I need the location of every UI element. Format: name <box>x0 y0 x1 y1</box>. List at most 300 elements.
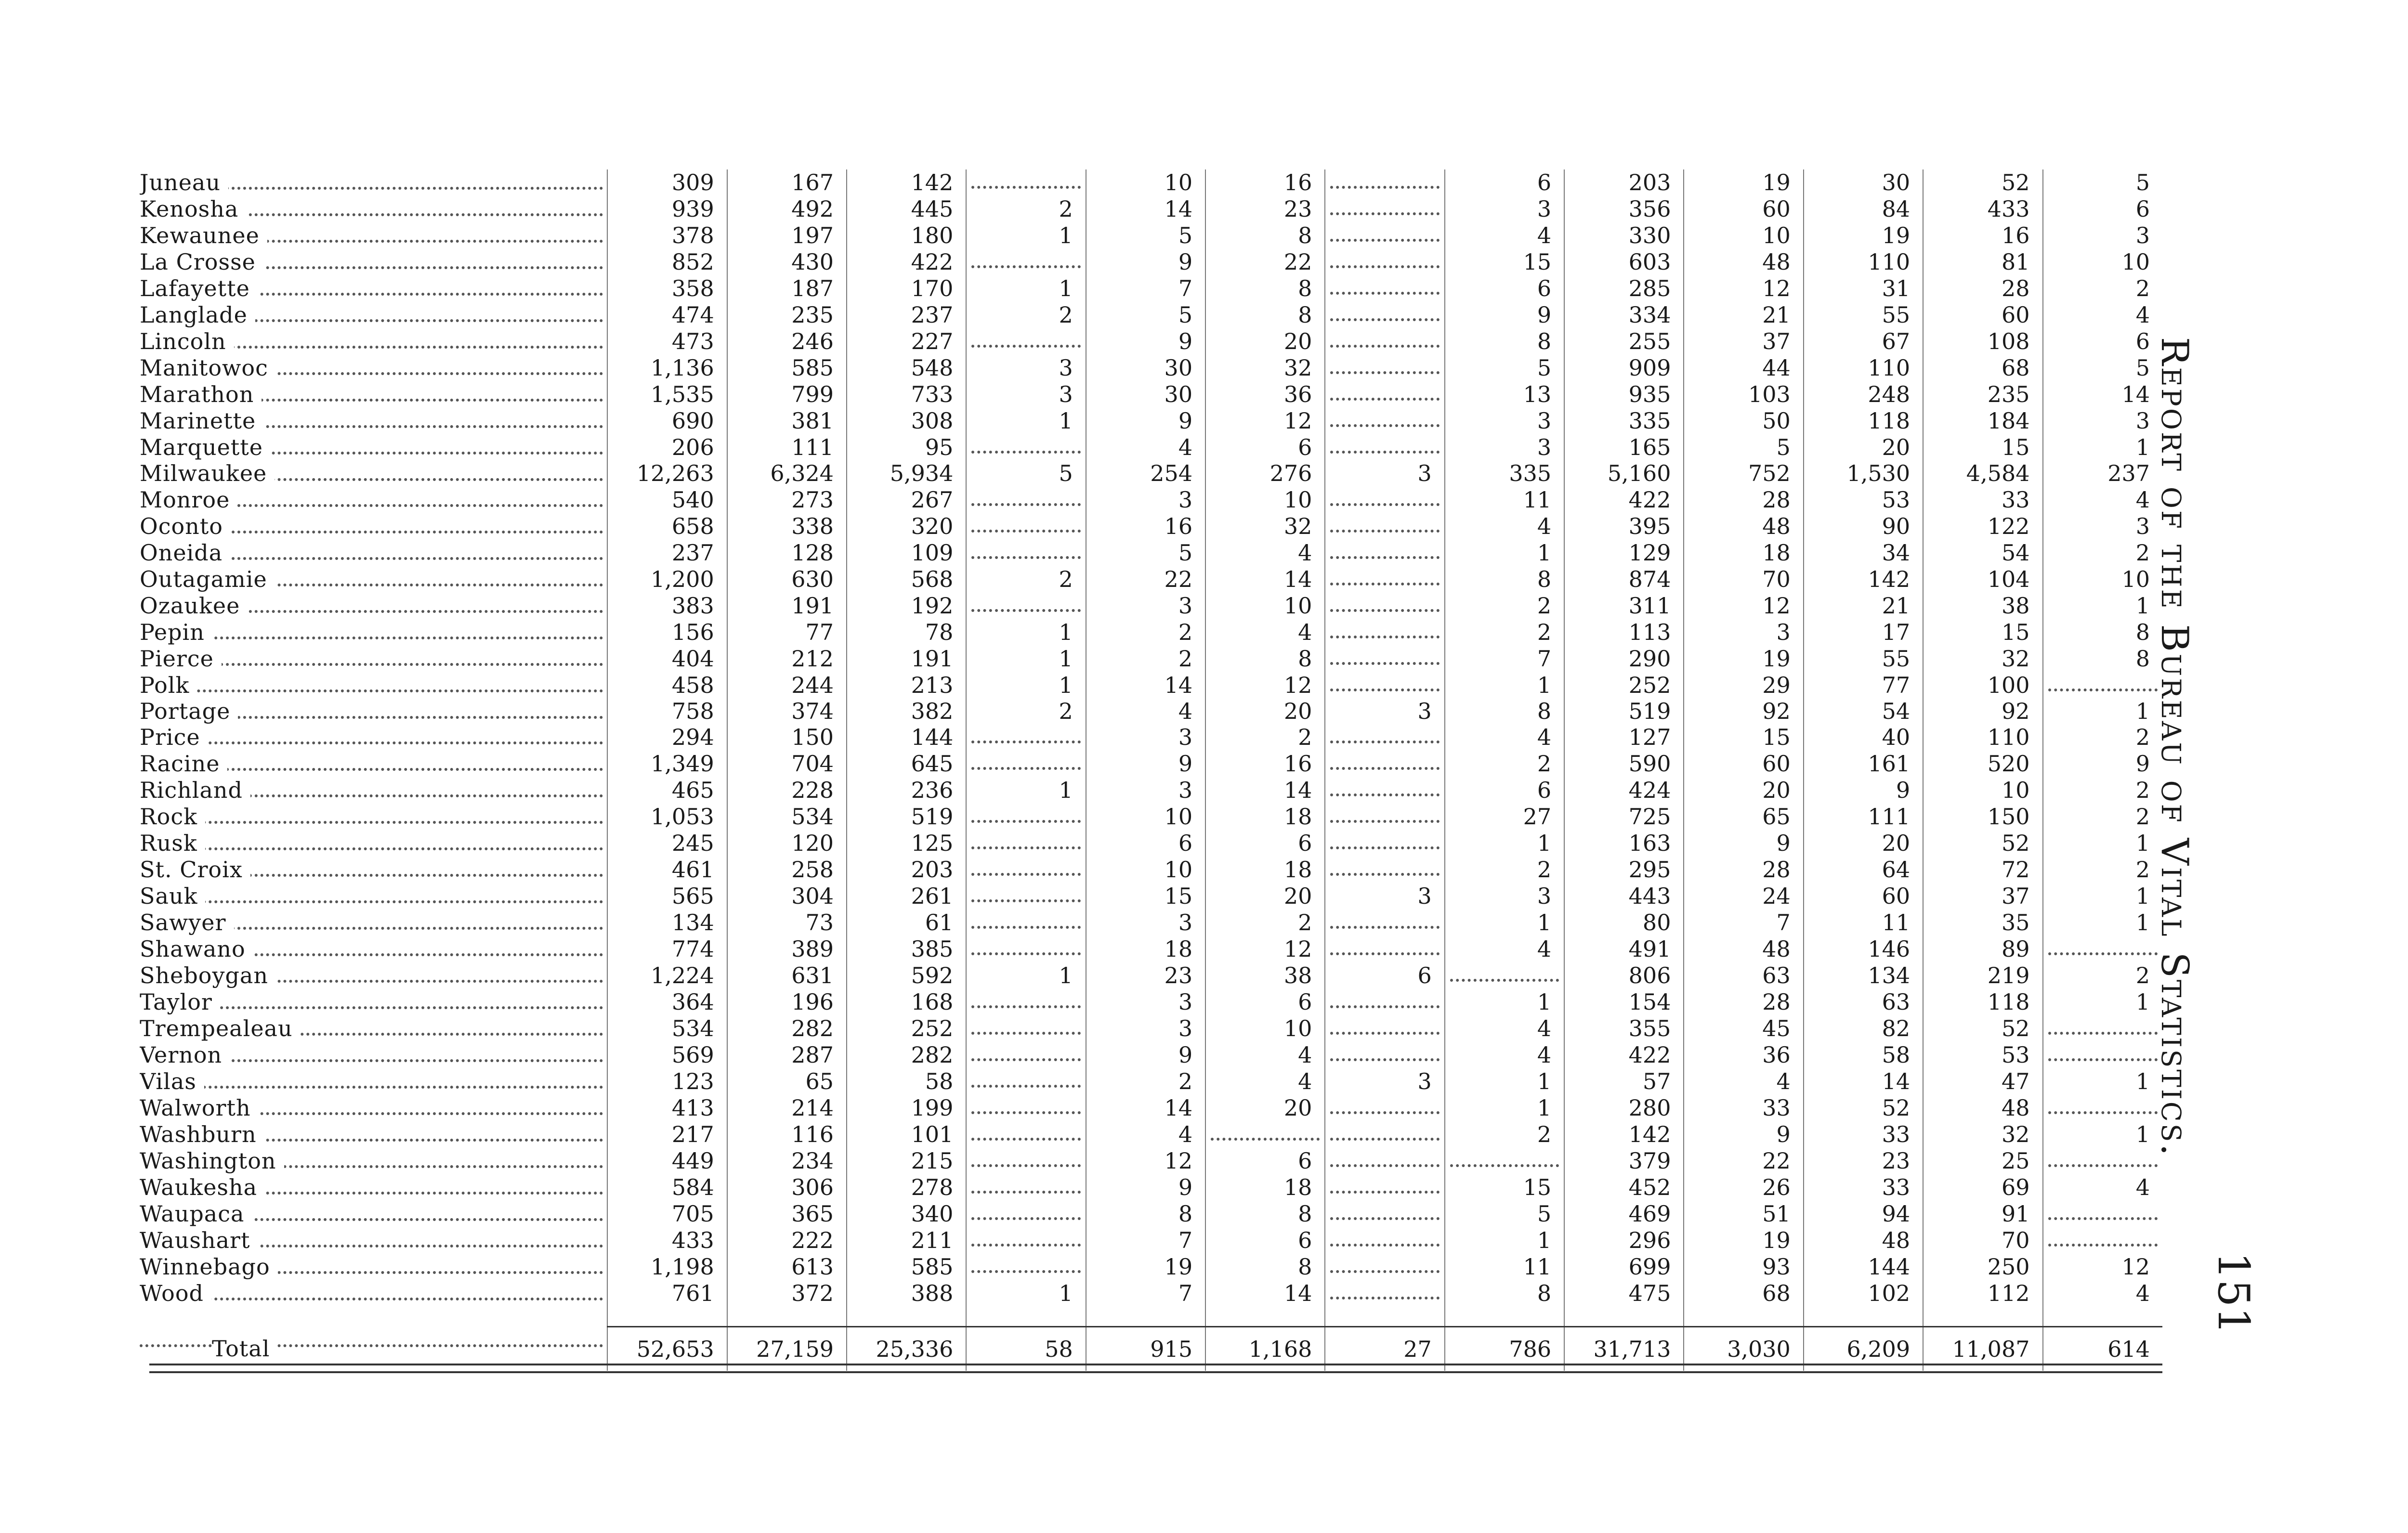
value-cell: 306 <box>727 1174 847 1201</box>
value-cell: 5 <box>1086 222 1205 249</box>
empty-dotted-cell <box>966 936 1086 962</box>
value-cell: 10 <box>1923 777 2042 804</box>
leader-dots <box>1330 593 1439 612</box>
value-cell: 255 <box>1564 328 1684 355</box>
value-cell: 2 <box>1445 619 1564 646</box>
value-cell: 282 <box>847 1042 966 1068</box>
county-name-cell <box>140 1174 607 1201</box>
value-cell: 14 <box>1804 1068 1923 1095</box>
value-cell: 19 <box>1804 222 1923 249</box>
value-cell: 246 <box>727 328 847 355</box>
value-cell: 1 <box>966 672 1086 699</box>
value-cell: 6,209 <box>1804 1327 1923 1371</box>
table-row <box>140 461 2162 487</box>
value-cell: 603 <box>1564 249 1684 275</box>
leader-dots <box>1330 328 1439 348</box>
value-cell: 250 <box>1923 1254 2042 1280</box>
value-cell: 1 <box>966 275 1086 302</box>
value-cell: 1 <box>966 1280 1086 1307</box>
leader-dots <box>1330 936 1439 955</box>
county-name: Sawyer <box>140 909 234 935</box>
value-cell: 2 <box>1086 646 1205 672</box>
leader-dots <box>1330 724 1439 743</box>
value-cell: 12 <box>1086 1148 1205 1174</box>
county-name: Milwaukee <box>140 461 275 486</box>
leader-dots <box>1330 1015 1439 1035</box>
value-cell: 4,584 <box>1923 461 2042 487</box>
value-cell: 304 <box>727 883 847 909</box>
value-cell: 15 <box>1923 619 2042 646</box>
value-cell: 10 <box>1086 169 1205 196</box>
value-cell: 613 <box>727 1254 847 1280</box>
table-row <box>140 1201 2162 1227</box>
empty-dotted-cell <box>966 1174 1086 1201</box>
value-cell: 3 <box>1325 699 1444 725</box>
empty-dotted-cell <box>1325 1174 1444 1201</box>
value-cell: 534 <box>727 804 847 830</box>
value-cell: 37 <box>1684 328 1803 355</box>
value-cell: 3 <box>2043 222 2163 249</box>
value-cell: 12 <box>1205 672 1325 699</box>
value-cell: 197 <box>727 222 847 249</box>
county-name-cell <box>140 1015 607 1042</box>
value-cell: 725 <box>1564 804 1684 830</box>
value-cell: 12,263 <box>607 461 727 487</box>
value-cell: 113 <box>1564 619 1684 646</box>
value-cell: 758 <box>607 699 727 725</box>
value-cell: 92 <box>1684 699 1803 725</box>
county-name-cell <box>140 619 607 646</box>
value-cell: 761 <box>607 1280 727 1307</box>
table-row <box>140 513 2162 540</box>
table-body <box>140 169 2162 1371</box>
empty-dotted-cell <box>1325 619 1444 646</box>
value-cell: 338 <box>727 513 847 540</box>
empty-dotted-cell <box>1325 1201 1444 1227</box>
value-cell: 465 <box>607 777 727 804</box>
value-cell: 285 <box>1564 275 1684 302</box>
value-cell: 1 <box>2043 909 2163 936</box>
leader-dots <box>1330 751 1439 770</box>
leader-dots <box>2048 936 2158 955</box>
value-cell: 658 <box>607 513 727 540</box>
value-cell: 28 <box>1684 857 1803 883</box>
value-cell: 5 <box>1086 540 1205 566</box>
empty-dotted-cell <box>1325 936 1444 962</box>
spacer-cell <box>1445 1307 1564 1327</box>
county-name: Oneida <box>140 540 230 566</box>
value-cell: 144 <box>1804 1254 1923 1280</box>
value-cell: 252 <box>847 1015 966 1042</box>
empty-dotted-cell <box>1325 1280 1444 1307</box>
value-cell: 31,713 <box>1564 1327 1684 1371</box>
value-cell: 129 <box>1564 540 1684 566</box>
value-cell: 144 <box>847 724 966 751</box>
value-cell: 110 <box>1923 724 2042 751</box>
value-cell: 4 <box>2043 1280 2163 1307</box>
table-row <box>140 1174 2162 1201</box>
empty-dotted-cell <box>1325 1148 1444 1174</box>
leader-dots <box>971 857 1080 876</box>
value-cell: 52 <box>1923 830 2042 857</box>
value-cell: 520 <box>1923 751 2042 777</box>
value-cell: 2 <box>2043 777 2163 804</box>
leader-dots <box>2048 1148 2158 1167</box>
spacer-cell <box>966 1307 1086 1327</box>
value-cell: 214 <box>727 1095 847 1121</box>
county-name-cell <box>140 169 607 196</box>
value-cell: 154 <box>1564 989 1684 1015</box>
county-name-cell <box>140 777 607 804</box>
value-cell: 61 <box>847 909 966 936</box>
empty-dotted-cell <box>2043 1095 2163 1121</box>
value-cell: 32 <box>1923 1121 2042 1148</box>
county-name: Ozaukee <box>140 593 248 619</box>
value-cell: 449 <box>607 1148 727 1174</box>
empty-dotted-cell <box>966 593 1086 619</box>
value-cell: 20 <box>1684 777 1803 804</box>
county-name-cell <box>140 1148 607 1174</box>
value-cell: 100 <box>1923 672 2042 699</box>
county-name: Pierce <box>140 646 222 672</box>
value-cell: 8 <box>2043 619 2163 646</box>
value-cell: 102 <box>1804 1280 1923 1307</box>
empty-dotted-cell <box>1325 1121 1444 1148</box>
value-cell: 82 <box>1804 1015 1923 1042</box>
value-cell: 217 <box>607 1121 727 1148</box>
value-cell: 52 <box>1923 169 2042 196</box>
empty-dotted-cell <box>966 830 1086 857</box>
value-cell: 65 <box>727 1068 847 1095</box>
spacer-cell <box>1086 1307 1205 1327</box>
empty-dotted-cell <box>2043 1042 2163 1068</box>
value-cell: 245 <box>607 830 727 857</box>
value-cell: 9 <box>1086 1042 1205 1068</box>
value-cell: 8 <box>1445 566 1564 593</box>
value-cell: 28 <box>1923 275 2042 302</box>
value-cell: 585 <box>727 355 847 381</box>
value-cell: 584 <box>607 1174 727 1201</box>
table-row <box>140 381 2162 408</box>
empty-dotted-cell <box>966 724 1086 751</box>
value-cell: 110 <box>1804 355 1923 381</box>
county-name-cell <box>140 883 607 909</box>
total-label: Total <box>212 1336 277 1362</box>
county-name-cell <box>140 355 607 381</box>
value-cell: 57 <box>1564 1068 1684 1095</box>
value-cell: 1 <box>1445 540 1564 566</box>
value-cell: 237 <box>607 540 727 566</box>
value-cell: 5,160 <box>1564 461 1684 487</box>
table-row <box>140 1095 2162 1121</box>
value-cell: 8 <box>1205 222 1325 249</box>
county-name: Washburn <box>140 1121 264 1147</box>
value-cell: 1,224 <box>607 962 727 989</box>
county-name-cell <box>140 1201 607 1227</box>
value-cell: 7 <box>1445 646 1564 672</box>
value-cell: 92 <box>1923 699 2042 725</box>
leader-dots <box>1330 857 1439 876</box>
value-cell: 9 <box>1086 249 1205 275</box>
value-cell: 9 <box>1086 751 1205 777</box>
empty-dotted-cell <box>1325 566 1444 593</box>
spacer-row <box>140 1307 2162 1327</box>
leader-dots <box>1330 619 1439 638</box>
value-cell: 36 <box>1205 381 1325 408</box>
value-cell: 111 <box>727 434 847 461</box>
table-row <box>140 936 2162 962</box>
value-cell: 422 <box>1564 1042 1684 1068</box>
value-cell: 6 <box>1205 830 1325 857</box>
value-cell: 3 <box>1086 909 1205 936</box>
table-row <box>140 249 2162 275</box>
value-cell: 2 <box>2043 275 2163 302</box>
value-cell: 24 <box>1684 883 1803 909</box>
value-cell: 372 <box>727 1280 847 1307</box>
leader-dots <box>971 1068 1080 1088</box>
value-cell: 424 <box>1564 777 1684 804</box>
value-cell: 15 <box>1923 434 2042 461</box>
value-cell: 8 <box>2043 646 2163 672</box>
value-cell: 17 <box>1804 619 1923 646</box>
value-cell: 11,087 <box>1923 1327 2042 1371</box>
value-cell: 184 <box>1923 408 2042 434</box>
value-cell: 5 <box>1445 1201 1564 1227</box>
value-cell: 6 <box>1205 1148 1325 1174</box>
leader-dots <box>140 1068 603 1089</box>
value-cell: 228 <box>727 777 847 804</box>
leader-dots <box>1330 1148 1439 1167</box>
empty-dotted-cell <box>966 989 1086 1015</box>
leader-dots <box>1330 830 1439 849</box>
value-cell: 645 <box>847 751 966 777</box>
value-cell: 123 <box>607 1068 727 1095</box>
leader-dots <box>1330 989 1439 1008</box>
value-cell: 287 <box>727 1042 847 1068</box>
value-cell: 128 <box>727 540 847 566</box>
empty-dotted-cell <box>1325 169 1444 196</box>
value-cell: 381 <box>727 408 847 434</box>
empty-dotted-cell <box>966 1015 1086 1042</box>
value-cell: 799 <box>727 381 847 408</box>
value-cell: 14 <box>1205 566 1325 593</box>
leader-dots <box>1330 249 1439 268</box>
value-cell: 461 <box>607 857 727 883</box>
value-cell: 565 <box>607 883 727 909</box>
value-cell: 8 <box>1445 699 1564 725</box>
county-name-cell <box>140 962 607 989</box>
value-cell: 120 <box>727 830 847 857</box>
empty-dotted-cell <box>966 540 1086 566</box>
county-name: Portage <box>140 699 238 724</box>
value-cell: 282 <box>727 1015 847 1042</box>
value-cell: 146 <box>1804 936 1923 962</box>
value-cell: 213 <box>847 672 966 699</box>
leader-dots <box>971 883 1080 902</box>
value-cell: 219 <box>1923 962 2042 989</box>
value-cell: 18 <box>1684 540 1803 566</box>
value-cell: 519 <box>1564 699 1684 725</box>
leader-dots <box>140 830 603 850</box>
value-cell: 30 <box>1804 169 1923 196</box>
empty-dotted-cell <box>1445 962 1564 989</box>
value-cell: 19 <box>1086 1254 1205 1280</box>
value-cell: 705 <box>607 1201 727 1227</box>
county-name-cell <box>140 328 607 355</box>
empty-dotted-cell <box>966 169 1086 196</box>
empty-dotted-cell <box>1325 302 1444 328</box>
value-cell: 413 <box>607 1095 727 1121</box>
leader-dots <box>971 936 1080 955</box>
value-cell: 6 <box>1445 777 1564 804</box>
value-cell: 4 <box>1445 1015 1564 1042</box>
value-cell: 2 <box>1205 909 1325 936</box>
value-cell: 1 <box>966 777 1086 804</box>
value-cell: 91 <box>1923 1201 2042 1227</box>
value-cell: 8 <box>1086 1201 1205 1227</box>
value-cell: 378 <box>607 222 727 249</box>
leader-dots <box>140 672 603 692</box>
value-cell: 430 <box>727 249 847 275</box>
leader-dots <box>2048 1042 2158 1061</box>
value-cell: 452 <box>1564 1174 1684 1201</box>
leader-dots <box>1330 1280 1439 1299</box>
empty-dotted-cell <box>966 487 1086 513</box>
value-cell: 1,200 <box>607 566 727 593</box>
value-cell: 278 <box>847 1174 966 1201</box>
spacer-cell <box>140 1307 607 1327</box>
value-cell: 4 <box>1445 1042 1564 1068</box>
empty-dotted-cell <box>966 1201 1086 1227</box>
leader-dots <box>140 804 603 824</box>
value-cell: 167 <box>727 169 847 196</box>
county-name-cell <box>140 487 607 513</box>
value-cell: 4 <box>1205 540 1325 566</box>
value-cell: 38 <box>1205 962 1325 989</box>
value-cell: 78 <box>847 619 966 646</box>
value-cell: 25,336 <box>847 1327 966 1371</box>
value-cell: 4 <box>1205 1068 1325 1095</box>
value-cell: 355 <box>1564 1015 1684 1042</box>
empty-dotted-cell <box>966 434 1086 461</box>
value-cell: 12 <box>2043 1254 2163 1280</box>
value-cell: 35 <box>1923 909 2042 936</box>
county-name-cell <box>140 249 607 275</box>
value-cell: 294 <box>607 724 727 751</box>
value-cell: 68 <box>1923 355 2042 381</box>
leader-dots <box>971 169 1080 189</box>
leader-dots <box>971 724 1080 743</box>
leader-dots <box>1330 540 1439 559</box>
value-cell: 1 <box>1445 672 1564 699</box>
value-cell: 492 <box>727 196 847 222</box>
county-name: Marquette <box>140 434 271 460</box>
value-cell: 12 <box>1205 936 1325 962</box>
county-name: Manitowoc <box>140 355 276 381</box>
value-cell: 32 <box>1205 513 1325 540</box>
value-cell: 23 <box>1086 962 1205 989</box>
empty-dotted-cell <box>1325 1254 1444 1280</box>
value-cell: 33 <box>1923 487 2042 513</box>
value-cell: 2 <box>1086 1068 1205 1095</box>
value-cell: 52 <box>1804 1095 1923 1121</box>
value-cell: 4 <box>2043 487 2163 513</box>
county-name: Oconto <box>140 513 231 539</box>
leader-dots <box>1330 777 1439 796</box>
spacer-cell <box>1684 1307 1803 1327</box>
county-name: Taylor <box>140 989 220 1015</box>
value-cell: 36 <box>1684 1042 1803 1068</box>
value-cell: 9 <box>1684 1121 1803 1148</box>
value-cell: 22 <box>1205 249 1325 275</box>
value-cell: 23 <box>1205 196 1325 222</box>
county-name-cell <box>140 751 607 777</box>
value-cell: 28 <box>1684 487 1803 513</box>
value-cell: 11 <box>1445 1254 1564 1280</box>
value-cell: 7 <box>1684 909 1803 936</box>
empty-dotted-cell <box>966 909 1086 936</box>
county-name-cell <box>140 408 607 434</box>
value-cell: 12 <box>1684 275 1803 302</box>
value-cell: 569 <box>607 1042 727 1068</box>
county-name-cell <box>140 989 607 1015</box>
value-cell: 1 <box>2043 830 2163 857</box>
empty-dotted-cell <box>966 328 1086 355</box>
county-name-cell <box>140 461 607 487</box>
leader-dots <box>1330 355 1439 374</box>
value-cell: 630 <box>727 566 847 593</box>
value-cell: 236 <box>847 777 966 804</box>
value-cell: 9 <box>1804 777 1923 804</box>
value-cell: 37 <box>1923 883 2042 909</box>
value-cell: 15 <box>1086 883 1205 909</box>
value-cell: 590 <box>1564 751 1684 777</box>
table-row <box>140 1068 2162 1095</box>
value-cell: 89 <box>1923 936 2042 962</box>
value-cell: 2 <box>1445 1121 1564 1148</box>
value-cell: 150 <box>1923 804 2042 830</box>
value-cell: 273 <box>727 487 847 513</box>
value-cell: 3 <box>1684 619 1803 646</box>
value-cell: 20 <box>1205 1095 1325 1121</box>
value-cell: 69 <box>1923 1174 2042 1201</box>
leader-dots <box>2048 1227 2158 1247</box>
county-name-cell <box>140 540 607 566</box>
leader-dots <box>1330 1042 1439 1061</box>
county-name: Sheboygan <box>140 962 276 988</box>
value-cell: 48 <box>1684 249 1803 275</box>
value-cell: 3 <box>1325 461 1444 487</box>
leader-dots <box>140 1327 603 1347</box>
value-cell: 142 <box>1804 566 1923 593</box>
value-cell: 7 <box>1086 1280 1205 1307</box>
county-name-cell <box>140 1121 607 1148</box>
value-cell: 935 <box>1564 381 1684 408</box>
value-cell: 4 <box>1086 1121 1205 1148</box>
value-cell: 8 <box>1445 1280 1564 1307</box>
empty-dotted-cell <box>966 1042 1086 1068</box>
value-cell: 29 <box>1684 672 1803 699</box>
value-cell: 235 <box>727 302 847 328</box>
value-cell: 170 <box>847 275 966 302</box>
value-cell: 388 <box>847 1280 966 1307</box>
value-cell: 84 <box>1804 196 1923 222</box>
value-cell: 94 <box>1804 1201 1923 1227</box>
leader-dots <box>971 328 1080 348</box>
leader-dots <box>1330 1227 1439 1247</box>
county-name: Lincoln <box>140 328 234 354</box>
county-name-cell <box>140 804 607 830</box>
